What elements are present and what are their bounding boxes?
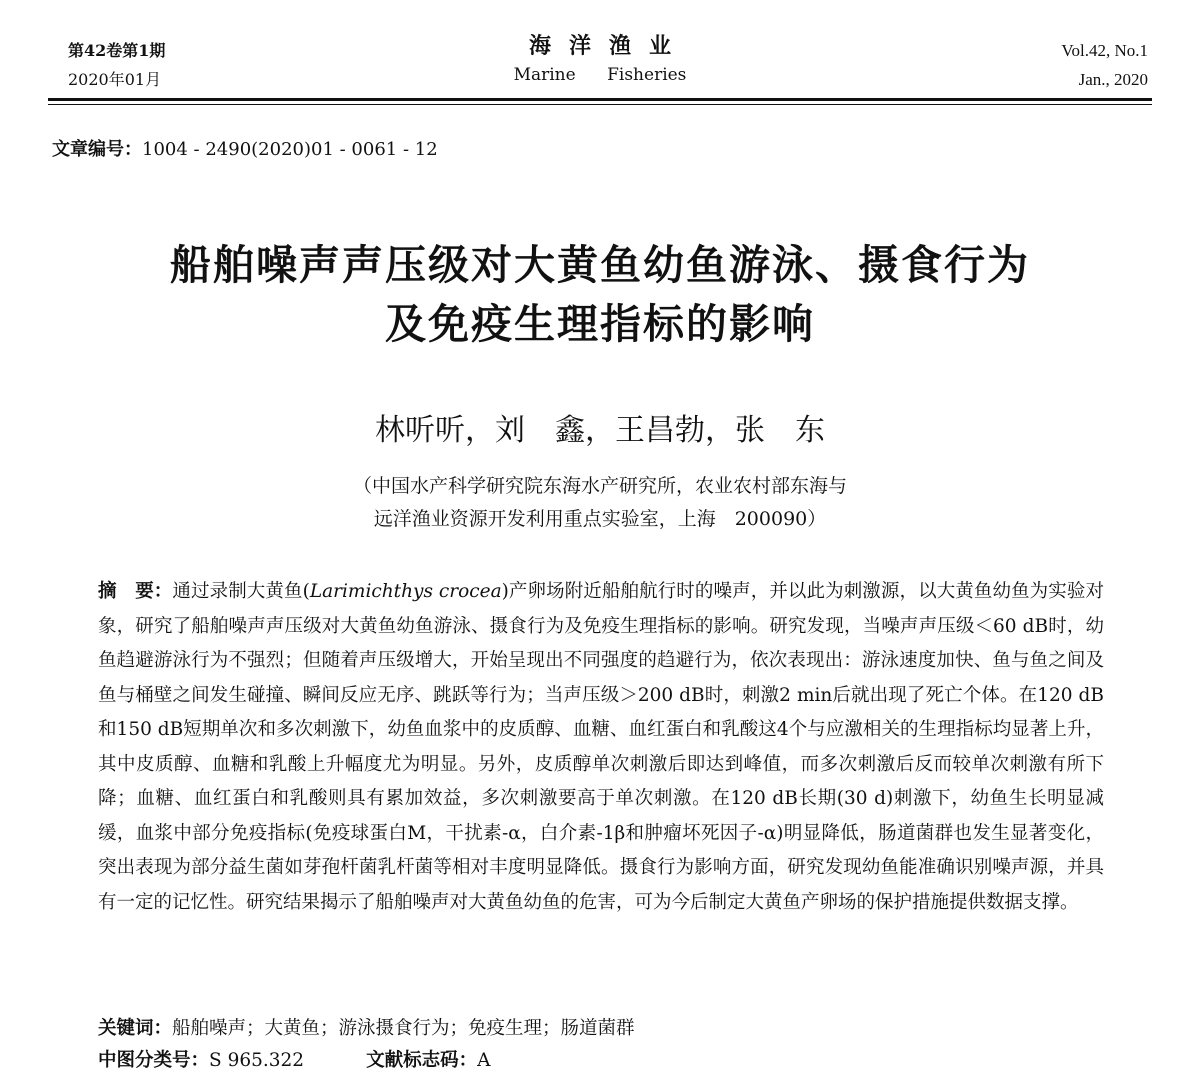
issue-date-cn: 2020年01月 [68, 70, 162, 89]
journal-header-left [68, 36, 165, 94]
abstract-label: 摘 要： [98, 581, 173, 602]
article-number-label: 文章编号： [52, 139, 142, 160]
clc-value: S 965.322 [209, 1050, 305, 1071]
species-name: Larimichthys crocea [309, 581, 502, 602]
journal-name-en: Marine Fisheries [513, 65, 687, 85]
article-number-value: 1004 - 2490(2020)01 - 0061 - 12 [142, 139, 438, 160]
keywords-value: 船舶噪声；大黄鱼；游泳摄食行为；免疫生理；肠道菌群 [172, 1018, 635, 1039]
header-rule-thick [48, 98, 1152, 101]
abstract [98, 575, 1104, 920]
journal-header-right [1061, 36, 1148, 94]
keywords [98, 1014, 635, 1044]
paper-title-line-1: 船舶噪声声压级对大黄鱼幼鱼游泳、摄食行为 [170, 241, 1030, 289]
keywords-label: 关键词： [98, 1018, 173, 1039]
affiliation-line-2: 远洋渔业资源开发利用重点实验室，上海 200090） [373, 508, 827, 530]
doc-code-value: A [477, 1050, 491, 1071]
author-list: 林听听，刘 鑫，王昌勃，张 东 [375, 413, 825, 448]
clc-label: 中图分类号： [98, 1050, 210, 1071]
classification [98, 1046, 490, 1076]
article-number [52, 137, 438, 163]
abstract-text-start: 通过录制大黄鱼( [172, 581, 310, 602]
issue-volume-cn: 第42卷第1期 [68, 41, 166, 60]
journal-header-center [420, 30, 780, 88]
doc-code-label: 文献标志码： [366, 1050, 478, 1071]
abstract-text-body: )产卵场附近船舶航行时的噪声，并以此为刺激源，以大黄鱼幼鱼为实验对象，研究了船舶噪声声压级对大黄鱼幼鱼游泳、摄食行为及免疫生理指标的影响。研究发现，当噪声声压级＜60 dB时，幼鱼趋避游泳行为不强烈；但随着声压级增大，开始呈现出不同强度的趋避行为，依次表现出：游泳速度加快、鱼与鱼之间及鱼与桶壁之间发生碰撞、瞬间反应无序、跳跃等行为；当声压级＞200 dB时，刺激2 min后就出现了死亡个体。在120 dB和150 dB短期单次和多次刺激下，幼鱼血浆中的皮质醇、血糖、血红蛋白和乳酸这4个与应激相关的生理指标均显著上升，其中皮质醇、血糖和乳酸上升幅度尤为明显。另外，皮质醇单次刺激后即达到峰值，而多次刺激后反而较单次刺激有所下降；血糖、血红蛋白和乳酸则具有累加效益，多次刺激要高于单次刺激。在120 dB长期(30 d)刺激下，幼鱼生长明显减缓，血浆中部分免疫指标(免疫球蛋白M，干扰素-α，白介素-1β和肿瘤坏死因子-α)明显降低，肠道菌群也发生显著变化，突出表现为部分益生菌如芽孢杆菌乳杆菌等相对丰度明显降低。摄食行为影响方面，研究发现幼鱼能准确识别噪声源，并具有一定的记忆性。研究结果揭示了船舶噪声对大黄鱼幼鱼的危害，可为今后制定大黄鱼产卵场的保护措施提供数据支撑。 [98, 581, 1104, 913]
issue-date-en: Jan., 2020 [1078, 70, 1148, 89]
paper-title [60, 236, 1140, 354]
affiliation-line-1: （中国水产科学研究院东海水产研究所，农业农村部东海与 [352, 475, 847, 497]
journal-name-cn: 海洋渔业 [528, 33, 689, 59]
issue-volume-en: Vol.42, No.1 [1061, 41, 1148, 60]
header-rule-thin [48, 104, 1152, 105]
paper-title-line-2: 及免疫生理指标的影响 [385, 300, 815, 348]
affiliation [200, 470, 1000, 536]
